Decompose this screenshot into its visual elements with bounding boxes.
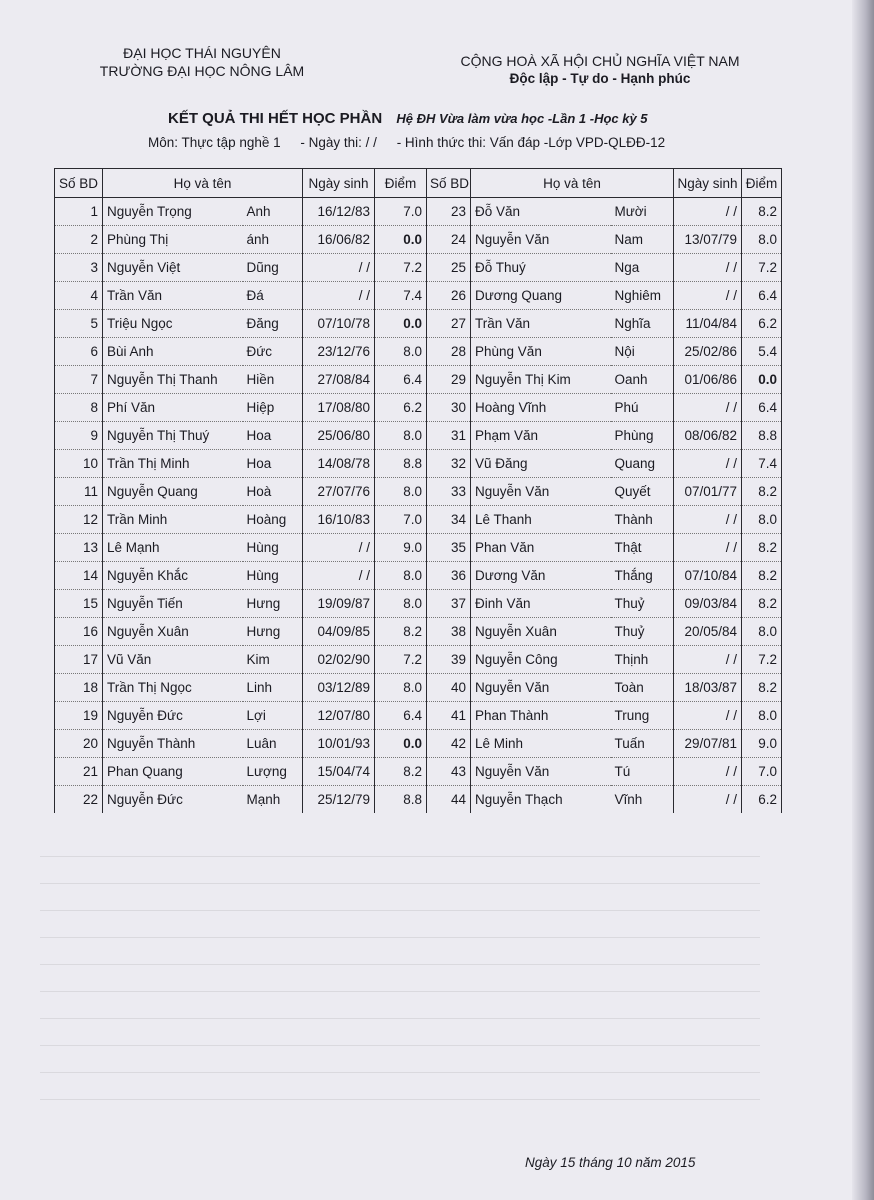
student-surname: Phùng Văn — [471, 338, 611, 366]
student-surname: Nguyễn Trọng — [103, 198, 243, 226]
student-score: 6.2 — [375, 394, 427, 422]
university-name: ĐẠI HỌC THÁI NGUYÊN — [123, 45, 281, 61]
student-given-name: Thuỷ — [611, 590, 674, 618]
student-surname: Nguyễn Thị Thanh — [103, 366, 243, 394]
student-given-name: Vĩnh — [611, 786, 674, 814]
student-dob: 25/06/80 — [303, 422, 375, 450]
student-score: 8.2 — [742, 534, 782, 562]
student-surname: Nguyễn Văn — [471, 478, 611, 506]
student-score: 0.0 — [375, 226, 427, 254]
student-given-name: Hưng — [243, 618, 303, 646]
student-number: 34 — [427, 506, 471, 534]
student-score: 7.2 — [375, 646, 427, 674]
student-number: 22 — [55, 786, 103, 814]
student-surname: Triệu Ngọc — [103, 310, 243, 338]
table-row — [55, 198, 782, 226]
student-dob: / / — [303, 562, 375, 590]
student-number: 21 — [55, 758, 103, 786]
student-number: 31 — [427, 422, 471, 450]
student-surname: Đỗ Thuý — [471, 254, 611, 282]
table-row — [55, 394, 782, 422]
student-surname: Đỗ Văn — [471, 198, 611, 226]
student-surname: Nguyễn Đức — [103, 786, 243, 814]
student-surname: Lê Minh — [471, 730, 611, 758]
table-row — [55, 478, 782, 506]
student-dob: 27/07/76 — [303, 478, 375, 506]
student-surname: Phan Thành — [471, 702, 611, 730]
student-given-name: ánh — [243, 226, 303, 254]
table-row — [55, 702, 782, 730]
student-number: 1 — [55, 198, 103, 226]
student-score: 6.4 — [375, 366, 427, 394]
student-surname: Phan Văn — [471, 534, 611, 562]
student-number: 42 — [427, 730, 471, 758]
student-given-name: Hùng — [243, 534, 303, 562]
student-score: 8.0 — [375, 674, 427, 702]
student-score: 6.2 — [742, 310, 782, 338]
student-score: 0.0 — [742, 366, 782, 394]
student-dob: 12/07/80 — [303, 702, 375, 730]
student-dob: 16/06/82 — [303, 226, 375, 254]
student-given-name: Lượng — [243, 758, 303, 786]
student-score: 8.0 — [375, 590, 427, 618]
student-number: 44 — [427, 786, 471, 814]
table-row — [55, 590, 782, 618]
grades-table — [54, 168, 782, 813]
student-score: 8.2 — [742, 198, 782, 226]
exam-form-label: - Hình thức thi: Vấn đáp -Lớp VPD-QLĐĐ-12 — [396, 135, 666, 150]
student-given-name: Kim — [243, 646, 303, 674]
student-surname: Đinh Văn — [471, 590, 611, 618]
student-dob: 10/01/93 — [303, 730, 375, 758]
col-header-score: Điểm — [742, 169, 782, 198]
student-surname: Nguyễn Công — [471, 646, 611, 674]
student-dob: 15/04/74 — [303, 758, 375, 786]
table-row — [55, 422, 782, 450]
student-given-name: Thuỷ — [611, 618, 674, 646]
student-given-name: Mạnh — [243, 786, 303, 814]
student-surname: Nguyễn Việt — [103, 254, 243, 282]
student-dob: / / — [674, 758, 742, 786]
student-number: 43 — [427, 758, 471, 786]
student-dob: / / — [303, 282, 375, 310]
student-number: 36 — [427, 562, 471, 590]
student-score: 6.4 — [742, 394, 782, 422]
student-dob: 08/06/82 — [674, 422, 742, 450]
student-number: 4 — [55, 282, 103, 310]
student-number: 19 — [55, 702, 103, 730]
student-given-name: Đăng — [243, 310, 303, 338]
student-given-name: Luân — [243, 730, 303, 758]
student-number: 38 — [427, 618, 471, 646]
student-number: 23 — [427, 198, 471, 226]
student-dob: 14/08/78 — [303, 450, 375, 478]
student-number: 18 — [55, 674, 103, 702]
student-given-name: Trung — [611, 702, 674, 730]
student-score: 8.8 — [375, 450, 427, 478]
col-header-sbd: Số BD — [427, 169, 471, 198]
student-surname: Nguyễn Xuân — [103, 618, 243, 646]
student-score: 8.0 — [742, 506, 782, 534]
student-number: 10 — [55, 450, 103, 478]
student-dob: / / — [674, 254, 742, 282]
student-surname: Nguyễn Thành — [103, 730, 243, 758]
student-score: 5.4 — [742, 338, 782, 366]
student-surname: Nguyễn Tiến — [103, 590, 243, 618]
table-row — [55, 758, 782, 786]
student-surname: Lê Mạnh — [103, 534, 243, 562]
student-surname: Phí Văn — [103, 394, 243, 422]
country-name: CỘNG HOÀ XÃ HỘI CHỦ NGHĨA VIỆT NAM — [460, 53, 740, 69]
student-score: 6.4 — [375, 702, 427, 730]
student-surname: Dương Quang — [471, 282, 611, 310]
student-surname: Nguyễn Đức — [103, 702, 243, 730]
student-given-name: Thật — [611, 534, 674, 562]
student-given-name: Oanh — [611, 366, 674, 394]
col-header-sbd: Số BD — [55, 169, 103, 198]
table-row — [55, 618, 782, 646]
student-number: 41 — [427, 702, 471, 730]
student-dob: 16/10/83 — [303, 506, 375, 534]
student-dob: / / — [303, 254, 375, 282]
table-row — [55, 534, 782, 562]
title-main: KẾT QUẢ THI HẾT HỌC PHẦN — [168, 110, 383, 127]
col-header-name: Họ và tên — [471, 169, 674, 198]
student-dob: / / — [674, 534, 742, 562]
col-header-name: Họ và tên — [103, 169, 303, 198]
student-number: 40 — [427, 674, 471, 702]
student-given-name: Phú — [611, 394, 674, 422]
student-score: 8.2 — [375, 758, 427, 786]
table-row — [55, 338, 782, 366]
header-right — [430, 52, 770, 88]
student-number: 5 — [55, 310, 103, 338]
student-surname: Nguyễn Quang — [103, 478, 243, 506]
student-surname: Nguyễn Văn — [471, 674, 611, 702]
student-number: 35 — [427, 534, 471, 562]
student-given-name: Nga — [611, 254, 674, 282]
table-row — [55, 506, 782, 534]
student-score: 7.4 — [742, 450, 782, 478]
student-surname: Vũ Văn — [103, 646, 243, 674]
exam-info-line — [148, 135, 681, 150]
student-score: 7.2 — [742, 254, 782, 282]
student-score: 8.0 — [375, 562, 427, 590]
student-surname: Dương Văn — [471, 562, 611, 590]
student-dob: / / — [674, 506, 742, 534]
page-edge-shadow — [852, 0, 874, 1200]
student-dob: / / — [674, 198, 742, 226]
student-number: 16 — [55, 618, 103, 646]
college-name: TRƯỜNG ĐẠI HỌC NÔNG LÂM — [99, 63, 305, 79]
student-dob: / / — [674, 786, 742, 814]
table-row — [55, 450, 782, 478]
student-score: 0.0 — [375, 310, 427, 338]
student-surname: Phùng Thị — [103, 226, 243, 254]
student-number: 24 — [427, 226, 471, 254]
student-given-name: Hoà — [243, 478, 303, 506]
student-score: 8.2 — [375, 618, 427, 646]
student-dob: 09/03/84 — [674, 590, 742, 618]
student-number: 32 — [427, 450, 471, 478]
student-dob: / / — [674, 282, 742, 310]
student-score: 8.0 — [375, 422, 427, 450]
student-score: 6.2 — [742, 786, 782, 814]
student-given-name: Linh — [243, 674, 303, 702]
student-surname: Trần Văn — [471, 310, 611, 338]
document-title — [168, 110, 648, 127]
student-number: 20 — [55, 730, 103, 758]
student-given-name: Nghĩa — [611, 310, 674, 338]
bleed-through-background — [40, 830, 760, 1100]
student-dob: / / — [674, 394, 742, 422]
student-score: 6.4 — [742, 282, 782, 310]
student-given-name: Hiền — [243, 366, 303, 394]
student-surname: Trần Văn — [103, 282, 243, 310]
student-given-name: Quyết — [611, 478, 674, 506]
student-number: 33 — [427, 478, 471, 506]
student-number: 2 — [55, 226, 103, 254]
student-number: 27 — [427, 310, 471, 338]
student-dob: 13/07/79 — [674, 226, 742, 254]
student-dob: 04/09/85 — [303, 618, 375, 646]
student-given-name: Hoa — [243, 450, 303, 478]
title-sub: Hệ ĐH Vừa làm vừa học -Lần 1 -Học kỳ 5 — [396, 111, 648, 126]
student-surname: Nguyễn Xuân — [471, 618, 611, 646]
student-dob: 07/01/77 — [674, 478, 742, 506]
student-dob: 20/05/84 — [674, 618, 742, 646]
student-dob: 27/08/84 — [303, 366, 375, 394]
national-motto: Độc lập - Tự do - Hạnh phúc — [509, 71, 691, 86]
student-given-name: Hưng — [243, 590, 303, 618]
student-score: 8.0 — [375, 478, 427, 506]
student-dob: 16/12/83 — [303, 198, 375, 226]
student-number: 26 — [427, 282, 471, 310]
table-row — [55, 674, 782, 702]
table-row — [55, 786, 782, 814]
student-score: 7.0 — [742, 758, 782, 786]
student-score: 8.0 — [742, 226, 782, 254]
student-given-name: Dũng — [243, 254, 303, 282]
header-left — [92, 44, 312, 80]
student-given-name: Hoàng — [243, 506, 303, 534]
student-surname: Bùi Anh — [103, 338, 243, 366]
table-row — [55, 226, 782, 254]
student-number: 9 — [55, 422, 103, 450]
student-number: 8 — [55, 394, 103, 422]
col-header-dob: Ngày sinh — [303, 169, 375, 198]
student-number: 7 — [55, 366, 103, 394]
student-dob: / / — [674, 646, 742, 674]
student-dob: 25/12/79 — [303, 786, 375, 814]
student-surname: Trần Thị Minh — [103, 450, 243, 478]
col-header-score: Điểm — [375, 169, 427, 198]
student-surname: Hoàng Vĩnh — [471, 394, 611, 422]
student-given-name: Thắng — [611, 562, 674, 590]
student-score: 9.0 — [742, 730, 782, 758]
student-dob: 03/12/89 — [303, 674, 375, 702]
student-number: 6 — [55, 338, 103, 366]
student-score: 0.0 — [375, 730, 427, 758]
student-given-name: Tuấn — [611, 730, 674, 758]
student-given-name: Hiệp — [243, 394, 303, 422]
student-score: 8.8 — [375, 786, 427, 814]
student-dob: 07/10/78 — [303, 310, 375, 338]
student-given-name: Đá — [243, 282, 303, 310]
student-score: 7.0 — [375, 506, 427, 534]
table-row — [55, 366, 782, 394]
signing-date: Ngày 15 tháng 10 năm 2015 — [525, 1155, 696, 1170]
student-given-name: Quang — [611, 450, 674, 478]
student-surname: Trần Thị Ngọc — [103, 674, 243, 702]
subject-label: Môn: Thực tập nghề 1 — [148, 135, 281, 150]
student-dob: 29/07/81 — [674, 730, 742, 758]
student-number: 14 — [55, 562, 103, 590]
student-dob: 19/09/87 — [303, 590, 375, 618]
student-number: 29 — [427, 366, 471, 394]
student-dob: 01/06/86 — [674, 366, 742, 394]
student-surname: Lê Thanh — [471, 506, 611, 534]
student-given-name: Anh — [243, 198, 303, 226]
student-given-name: Lợi — [243, 702, 303, 730]
student-given-name: Tú — [611, 758, 674, 786]
student-given-name: Hoa — [243, 422, 303, 450]
student-surname: Nguyễn Văn — [471, 226, 611, 254]
table-header-row — [55, 169, 782, 198]
student-dob: 23/12/76 — [303, 338, 375, 366]
table-row — [55, 254, 782, 282]
student-score: 8.2 — [742, 674, 782, 702]
student-dob: 11/04/84 — [674, 310, 742, 338]
student-dob: 25/02/86 — [674, 338, 742, 366]
student-given-name: Thịnh — [611, 646, 674, 674]
student-score: 7.0 — [375, 198, 427, 226]
student-number: 12 — [55, 506, 103, 534]
student-number: 13 — [55, 534, 103, 562]
student-number: 30 — [427, 394, 471, 422]
table-row — [55, 562, 782, 590]
student-number: 3 — [55, 254, 103, 282]
student-score: 8.2 — [742, 478, 782, 506]
table-row — [55, 646, 782, 674]
student-dob: / / — [674, 702, 742, 730]
student-surname: Nguyễn Thị Kim — [471, 366, 611, 394]
table-row — [55, 310, 782, 338]
student-score: 7.2 — [742, 646, 782, 674]
student-score: 8.2 — [742, 590, 782, 618]
student-score: 8.2 — [742, 562, 782, 590]
table-row — [55, 730, 782, 758]
student-score: 9.0 — [375, 534, 427, 562]
table-row — [55, 282, 782, 310]
student-dob: / / — [303, 534, 375, 562]
student-number: 11 — [55, 478, 103, 506]
student-score: 8.0 — [742, 618, 782, 646]
student-score: 8.8 — [742, 422, 782, 450]
student-dob: 02/02/90 — [303, 646, 375, 674]
student-given-name: Nội — [611, 338, 674, 366]
student-given-name: Nam — [611, 226, 674, 254]
exam-date-label: - Ngày thi: / / — [300, 135, 377, 150]
student-dob: / / — [674, 450, 742, 478]
student-surname: Trần Minh — [103, 506, 243, 534]
student-surname: Nguyễn Khắc — [103, 562, 243, 590]
student-score: 7.2 — [375, 254, 427, 282]
student-surname: Nguyễn Thị Thuý — [103, 422, 243, 450]
student-number: 25 — [427, 254, 471, 282]
student-number: 17 — [55, 646, 103, 674]
student-surname: Vũ Đăng — [471, 450, 611, 478]
student-dob: 07/10/84 — [674, 562, 742, 590]
student-surname: Nguyễn Thạch — [471, 786, 611, 814]
student-score: 8.0 — [742, 702, 782, 730]
student-surname: Phan Quang — [103, 758, 243, 786]
student-number: 28 — [427, 338, 471, 366]
student-given-name: Nghiêm — [611, 282, 674, 310]
student-dob: 17/08/80 — [303, 394, 375, 422]
student-given-name: Đức — [243, 338, 303, 366]
student-given-name: Thành — [611, 506, 674, 534]
student-number: 37 — [427, 590, 471, 618]
student-number: 39 — [427, 646, 471, 674]
student-score: 8.0 — [375, 338, 427, 366]
student-given-name: Toàn — [611, 674, 674, 702]
col-header-dob: Ngày sinh — [674, 169, 742, 198]
student-given-name: Phùng — [611, 422, 674, 450]
student-number: 15 — [55, 590, 103, 618]
student-score: 7.4 — [375, 282, 427, 310]
student-given-name: Mười — [611, 198, 674, 226]
student-surname: Phạm Văn — [471, 422, 611, 450]
student-surname: Nguyễn Văn — [471, 758, 611, 786]
student-given-name: Hùng — [243, 562, 303, 590]
student-dob: 18/03/87 — [674, 674, 742, 702]
